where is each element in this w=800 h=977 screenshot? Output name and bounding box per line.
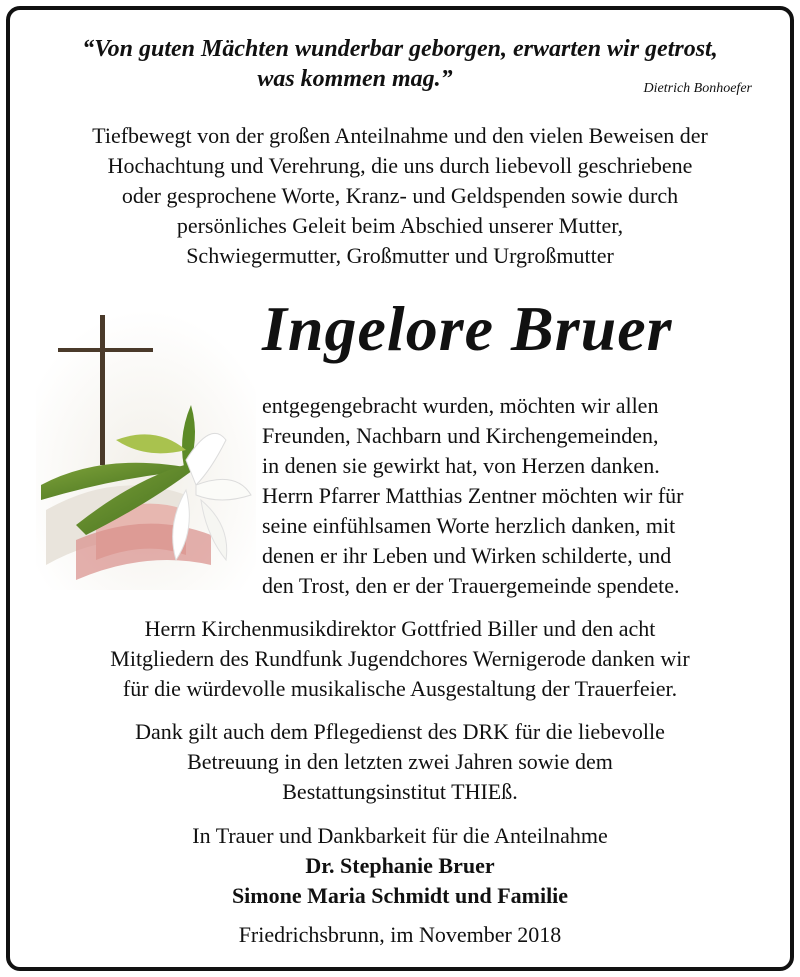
intro-line: oder gesprochene Worte, Kranz- und Geldspenden sowie durch [121, 183, 679, 208]
care-line: Betreuung in den letzten zwei Jahren sowie dem [187, 749, 613, 774]
thanks-line: Freunden, Nachbarn und Kirchengemeinden, [262, 423, 659, 448]
place-date: Friedrichsbrunn, im November 2018 [238, 922, 562, 947]
care-line: Dank gilt auch dem Pflegedienst des DRK für die liebevolle [135, 719, 665, 744]
music-line: Herrn Kirchenmusikdirektor Gottfried Biller und den acht [144, 616, 656, 641]
deceased-name: Ingelore Bruer [262, 293, 673, 364]
intro-line: persönliches Geleit beim Abschied unserer Mutter, [176, 213, 624, 238]
signoff-block [0, 821, 800, 911]
thanks-line: den Trost, den er der Trauergemeinde spendete. [262, 573, 680, 598]
thanks-line: seine einfühlsamen Worte herzlich danken, mit [262, 513, 676, 538]
signoff-name-1: Dr. Stephanie Bruer [305, 853, 495, 878]
care-paragraph [0, 717, 800, 807]
thanks-line: denen er ihr Leben und Wirken schilderte, und [262, 543, 672, 568]
quote-line-1: “Von guten Mächten wunderbar geborgen, erwarten wir getrost, [82, 36, 718, 62]
intro-paragraph [0, 121, 800, 271]
thanks-paragraph [262, 391, 782, 601]
care-line: Bestattungsinstitut THIEß. [282, 779, 518, 804]
music-line: Mitgliedern des Rundfunk Jugendchores Wernigerode danken wir [110, 646, 690, 671]
thanks-line: Herrn Pfarrer Matthias Zentner möchten wir für [262, 483, 684, 508]
quote-line-2: was kommen mag.” [257, 66, 453, 92]
music-paragraph [0, 614, 800, 704]
cross-lily-image [36, 310, 256, 590]
cross-icon [100, 315, 105, 465]
intro-line: Schwiegermutter, Großmutter und Urgroßmutter [186, 243, 614, 268]
quote-author: Dietrich Bonhoefer [643, 81, 752, 96]
signoff-line: In Trauer und Dankbarkeit für die Anteilnahme [192, 823, 608, 848]
thanks-line: entgegengebracht wurden, möchten wir allen [262, 393, 659, 418]
intro-line: Hochachtung und Verehrung, die uns durch liebevoll geschriebene [107, 153, 693, 178]
thanks-line: in denen sie gewirkt hat, von Herzen danken. [262, 453, 660, 478]
signoff-name-2: Simone Maria Schmidt und Familie [231, 883, 569, 908]
intro-line: Tiefbewegt von der großen Anteilnahme und den vielen Beweisen der [92, 123, 708, 148]
music-line: für die würdevolle musikalische Ausgestaltung der Trauerfeier. [122, 676, 678, 701]
